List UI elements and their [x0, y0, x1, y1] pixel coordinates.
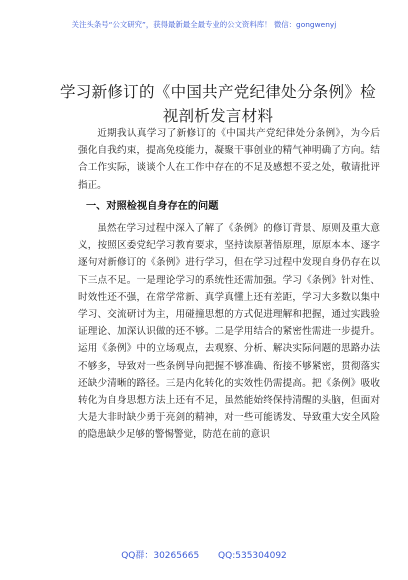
qq-number-text: QQ:535304092: [218, 551, 287, 561]
header-banner: 关注头条号“公文研究”，获得最新最全最专业的公文资料库！ 微信：gongwenyj: [71, 20, 337, 29]
qq-group-text: QQ群：30265665: [121, 551, 200, 561]
section-heading: 一、对照检视自身存在的问题: [86, 201, 219, 212]
document-title: 学习新修订的《中国共产党纪律处分条例》检视剖析发言材料: [59, 83, 376, 125]
footer-contact: [0, 548, 408, 561]
section-body-paragraph: 虽然在学习过程中深入了解了《条例》的修订背景、原则及重大意义，按照区委党纪学习教育要求，坚持读原著悟原理，原原本本、逐字逐句对新修订的《条例》进行学习，但在学习过程中发现自身仍存在以下三点不足。一是理论学习的系统性还需加强。学习《条例》针对性、时效性还不强，在常学常新、真学真懂上还有差距，学习大多数以集中学习、交流研讨为主，用碰撞思想的方式促进理解和把握，通过实践验证理论、加深认识做的还不够。二是学用结合的紧密性需进一步提升。运用《条例》中的立场观点，去观察、分析、解决实际问题的思路办法不够多，导致对一些条例导向把握不够准确、衔接不够紧密，贯彻落实还缺少清晰的路径。三是内化转化的实效性仍需提高。把《条例》吸收转化为自身思想方法上还有不足，虽然能始终保持清醒的头脑，但面对大是大非时缺少勇于亮剑的精神，对一些可能诱发、导致重大安全风险的隐患缺少足够的警惕警觉，防范在前的意识: [78, 223, 380, 441]
intro-paragraph: 近期我认真学习了新修订的《中国共产党纪律处分条例》，为今后强化自我约束，提高免疫能力，凝聚干事创业的精气神明确了方向。结合工作实际，谈谈个人在工作中存在的不足及感想不妥之处，敬请批评指正。: [78, 128, 380, 191]
